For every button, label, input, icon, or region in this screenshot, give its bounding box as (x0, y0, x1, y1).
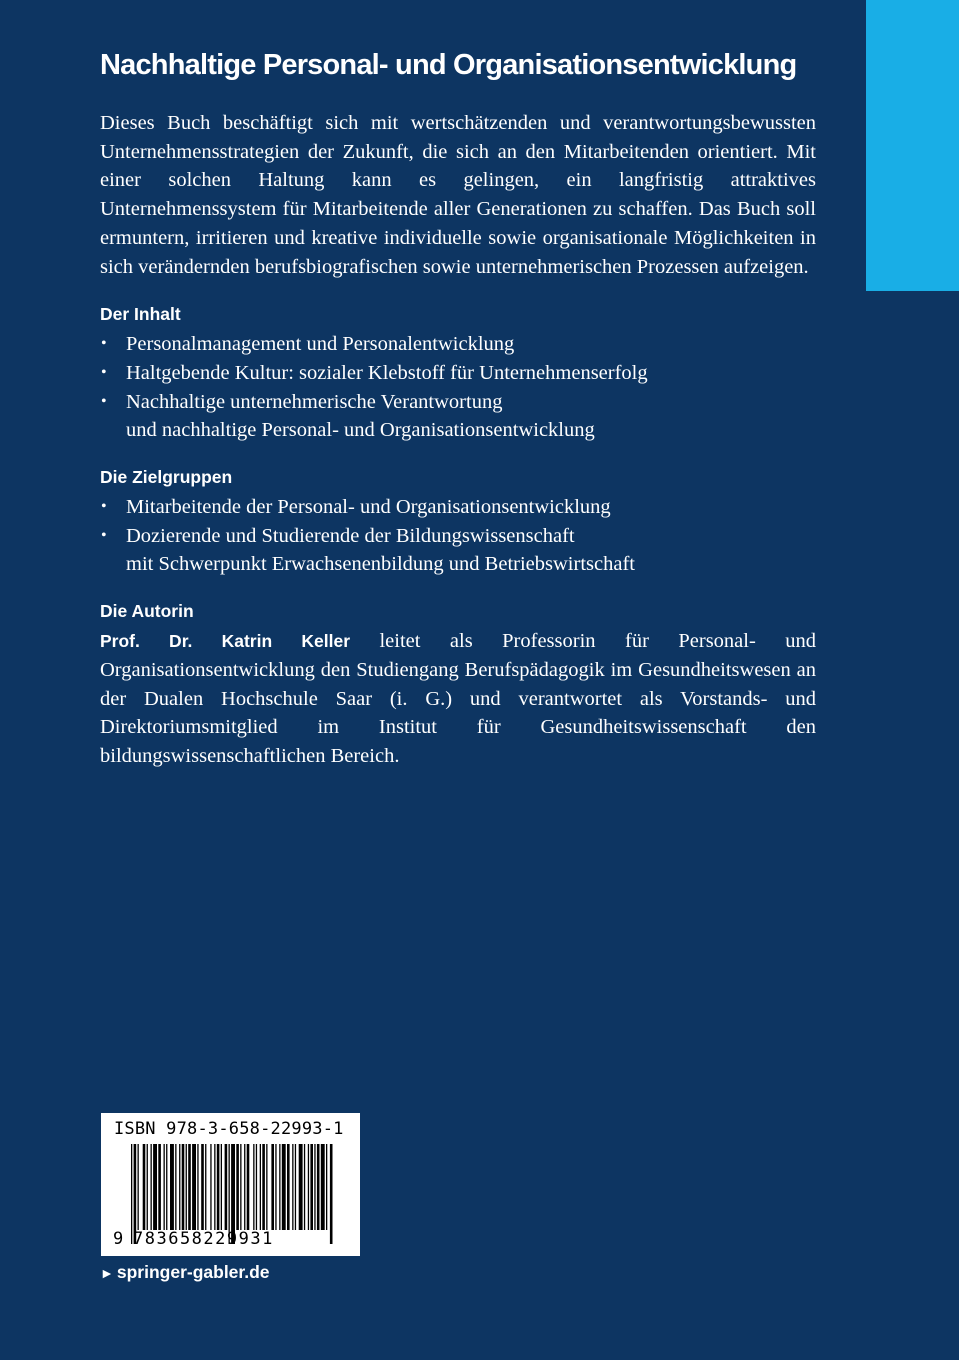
barcode-bar (225, 1144, 228, 1230)
website-link[interactable] (100, 1262, 270, 1283)
bullet-icon: • (101, 335, 107, 353)
barcode-bar (158, 1144, 161, 1230)
barcode-bar (262, 1144, 265, 1230)
barcode-bar (266, 1144, 267, 1230)
barcode-bar (151, 1144, 152, 1230)
bullet-icon: • (101, 498, 107, 516)
barcode-bar (271, 1144, 274, 1230)
barcode-bar (164, 1144, 165, 1230)
barcode-bar (275, 1144, 276, 1230)
list-item-text: Personalmanagement und Personalentwicklung (126, 333, 515, 356)
barcode-bar (175, 1144, 176, 1230)
barcode-bar (295, 1144, 296, 1230)
author-name: Prof. Dr. Katrin Keller (100, 631, 351, 652)
barcode-bar (330, 1144, 333, 1244)
barcode-bar (166, 1144, 167, 1230)
arrow-icon: ► (100, 1265, 114, 1281)
barcode-bar (299, 1144, 303, 1230)
barcode-bar (182, 1144, 185, 1230)
barcode-bar (186, 1144, 187, 1230)
bullet-icon: • (101, 526, 107, 544)
barcode-bar (214, 1144, 215, 1230)
bullet-icon: • (101, 363, 107, 381)
list-item-text: Mitarbeitende der Personal- und Organisationsentwicklung (126, 496, 611, 519)
barcode-bar (244, 1144, 245, 1230)
list-item-text: Haltgebende Kultur: sozialer Klebstoff für Unternehmenserfolg (126, 361, 648, 384)
barcode-bar (138, 1144, 139, 1230)
list-item (100, 493, 816, 522)
list-item (100, 359, 816, 388)
back-cover-content (100, 40, 816, 771)
barcode-bar (308, 1144, 309, 1230)
list-item-text: Nachhaltige unternehmerische Verantwortung und nachhaltige Personal- und Organisationsentwicklung (126, 390, 595, 442)
barcode-bar (240, 1144, 241, 1230)
barcode-bar (153, 1144, 157, 1230)
bullet-icon: • (101, 392, 107, 410)
list-item (100, 388, 816, 445)
section-heading-inhalt: Der Inhalt (100, 304, 181, 325)
section-heading-autorin: Die Autorin (100, 601, 194, 622)
barcode-bar (256, 1144, 257, 1230)
barcode-bar (304, 1144, 305, 1230)
list-item (100, 522, 816, 579)
barcode-bar (317, 1144, 320, 1230)
barcode-bar (253, 1144, 254, 1230)
barcode-bar (321, 1144, 325, 1230)
barcode-digit-first: 9 (113, 1229, 124, 1249)
barcode-bar (188, 1144, 191, 1230)
section-heading-zielgruppen: Die Zielgruppen (100, 467, 233, 488)
barcode-bar (147, 1144, 148, 1230)
barcode-bar (247, 1144, 250, 1230)
author-bio: leitet als Professorin für Personal- und Organisationsentwicklung den Studiengang Berufspädagogik im Gesundheitswesen an der Dualen Hochschule Saar (i. G.) und verantwortet als Vorstands- und Direktoriumsmitglied im Institut für Gesundheitswissenschaft den bildungswissenschaftlichen Bereich. (100, 630, 816, 767)
list-item (100, 330, 816, 359)
barcode-bar (279, 1144, 280, 1230)
book-title: Nachhaltige Personal- und Organisationsentwicklung (100, 49, 797, 81)
accent-bar (866, 0, 959, 291)
inhalt-list (100, 330, 816, 445)
zielgruppen-list (100, 493, 816, 579)
barcode-bar (287, 1144, 290, 1230)
barcode-digits: 783658229931 (133, 1229, 274, 1249)
barcode-bar (326, 1144, 327, 1230)
barcode-bar (236, 1144, 239, 1230)
barcode-bar (314, 1144, 315, 1230)
barcode-bar (197, 1144, 198, 1230)
list-item-text: Dozierende und Studierende der Bildungswissenschaft mit Schwerpunkt Erwachsenenbildung und Betriebswirtschaft (126, 524, 635, 576)
barcode-bar (221, 1144, 222, 1230)
barcode-bar (192, 1144, 196, 1230)
barcode-bar (310, 1144, 313, 1230)
intro-paragraph: Dieses Buch beschäftigt sich mit wertschätzenden und verantwortungsbewussten Unternehmensstrategien der Zukunft, die sich an den Mitarbeitenden orientiert. Mit einer solchen Haltung kann es gelingen, ein langfristig attraktives Unternehmenssystem für Mitarbeitende aller Generationen zu schaffen. Das Buch soll ermuntern, irritieren und kreative individuelle sowie organisationale Möglichkeiten in sich verändernden berufsbiografischen sowie unternehmerischen Prozessen aufzeigen. (100, 112, 816, 278)
barcode-bar (210, 1144, 211, 1230)
barcode-bar (143, 1144, 146, 1230)
author-paragraph (100, 627, 816, 771)
barcode-bar (282, 1144, 286, 1230)
barcode-bar (217, 1144, 220, 1230)
isbn-barcode (101, 1113, 360, 1256)
isbn-label: ISBN 978-3-658-22993-1 (114, 1119, 344, 1139)
website-text: springer-gabler.de (116, 1262, 270, 1282)
barcode-bar (292, 1144, 293, 1230)
barcode-bar (179, 1144, 180, 1230)
barcode-bar (260, 1144, 261, 1230)
barcode-bar (205, 1144, 206, 1230)
barcode-bar (201, 1144, 204, 1230)
barcode-bar (170, 1144, 174, 1230)
